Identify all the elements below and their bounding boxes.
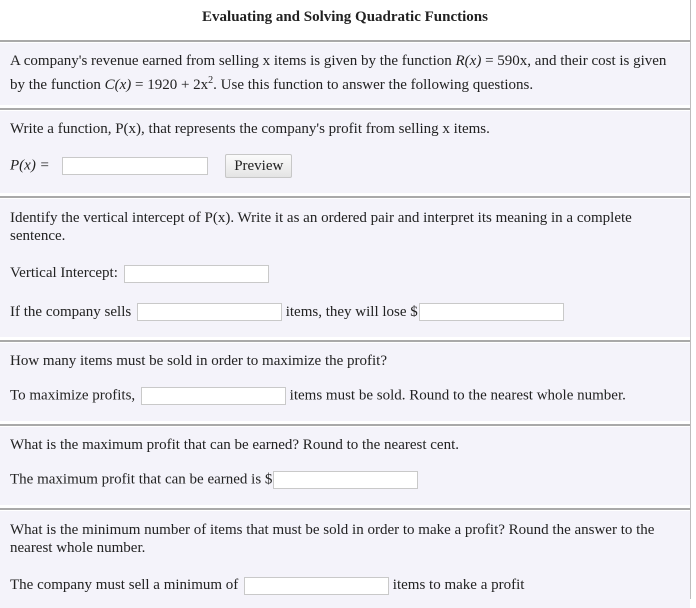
question-1-prompt: Write a function, P(x), that represents the company's profit from selling x items. <box>10 121 490 137</box>
preview-button[interactable]: Preview <box>225 154 292 178</box>
items-sold-input[interactable] <box>137 303 282 321</box>
maximize-prefix-label: To maximize profits, <box>10 387 136 404</box>
lose-label: items, they will lose $ <box>285 303 418 320</box>
profit-function-label: P(x) = <box>10 157 50 174</box>
min-items-suffix-label: items to make a profit <box>392 577 525 593</box>
maximize-items-input[interactable] <box>141 387 286 405</box>
intro-section <box>0 40 690 105</box>
vertical-intercept-input[interactable] <box>124 265 269 283</box>
question-2-prompt: Identify the vertical intercept of P(x). Write it as an ordered pair and interpret its meaning in a complete sentence. <box>10 210 632 244</box>
min-items-input[interactable] <box>244 577 389 595</box>
question-5-prompt: What is the minimum number of items that must be sold in order to make a profit? Round the answer to the nearest whole number. <box>10 522 655 556</box>
question-1-section <box>0 108 690 193</box>
question-4-prompt: What is the maximum profit that can be earned? Round to the nearest cent. <box>10 437 460 453</box>
sells-prefix-label: If the company sells <box>10 303 132 320</box>
vertical-intercept-label: Vertical Intercept: <box>10 265 118 281</box>
maximize-suffix-label: items must be sold. Round to the nearest whole number. <box>289 387 626 404</box>
loss-amount-input[interactable] <box>419 303 564 321</box>
page-title: Evaluating and Solving Quadratic Functions <box>202 9 488 25</box>
max-profit-prefix-label: The maximum profit that can be earned is $ <box>10 471 273 488</box>
max-profit-input[interactable] <box>273 471 418 489</box>
question-5-section <box>0 508 690 608</box>
question-4-section <box>0 424 690 505</box>
intro-text: A company's revenue earned from selling x items is given by the function R(x) = 590x, and their cost is given by the function $C(x) = 1920 + 2x^2$. Use this function to answer the following questions. <box>10 53 667 93</box>
min-items-prefix-label: The company must sell a minimum of <box>10 577 239 593</box>
question-3-prompt: How many items must be sold in order to maximize the profit? <box>10 353 388 369</box>
profit-function-input[interactable] <box>62 157 208 175</box>
question-2-section <box>0 196 690 337</box>
question-3-section <box>0 340 690 421</box>
